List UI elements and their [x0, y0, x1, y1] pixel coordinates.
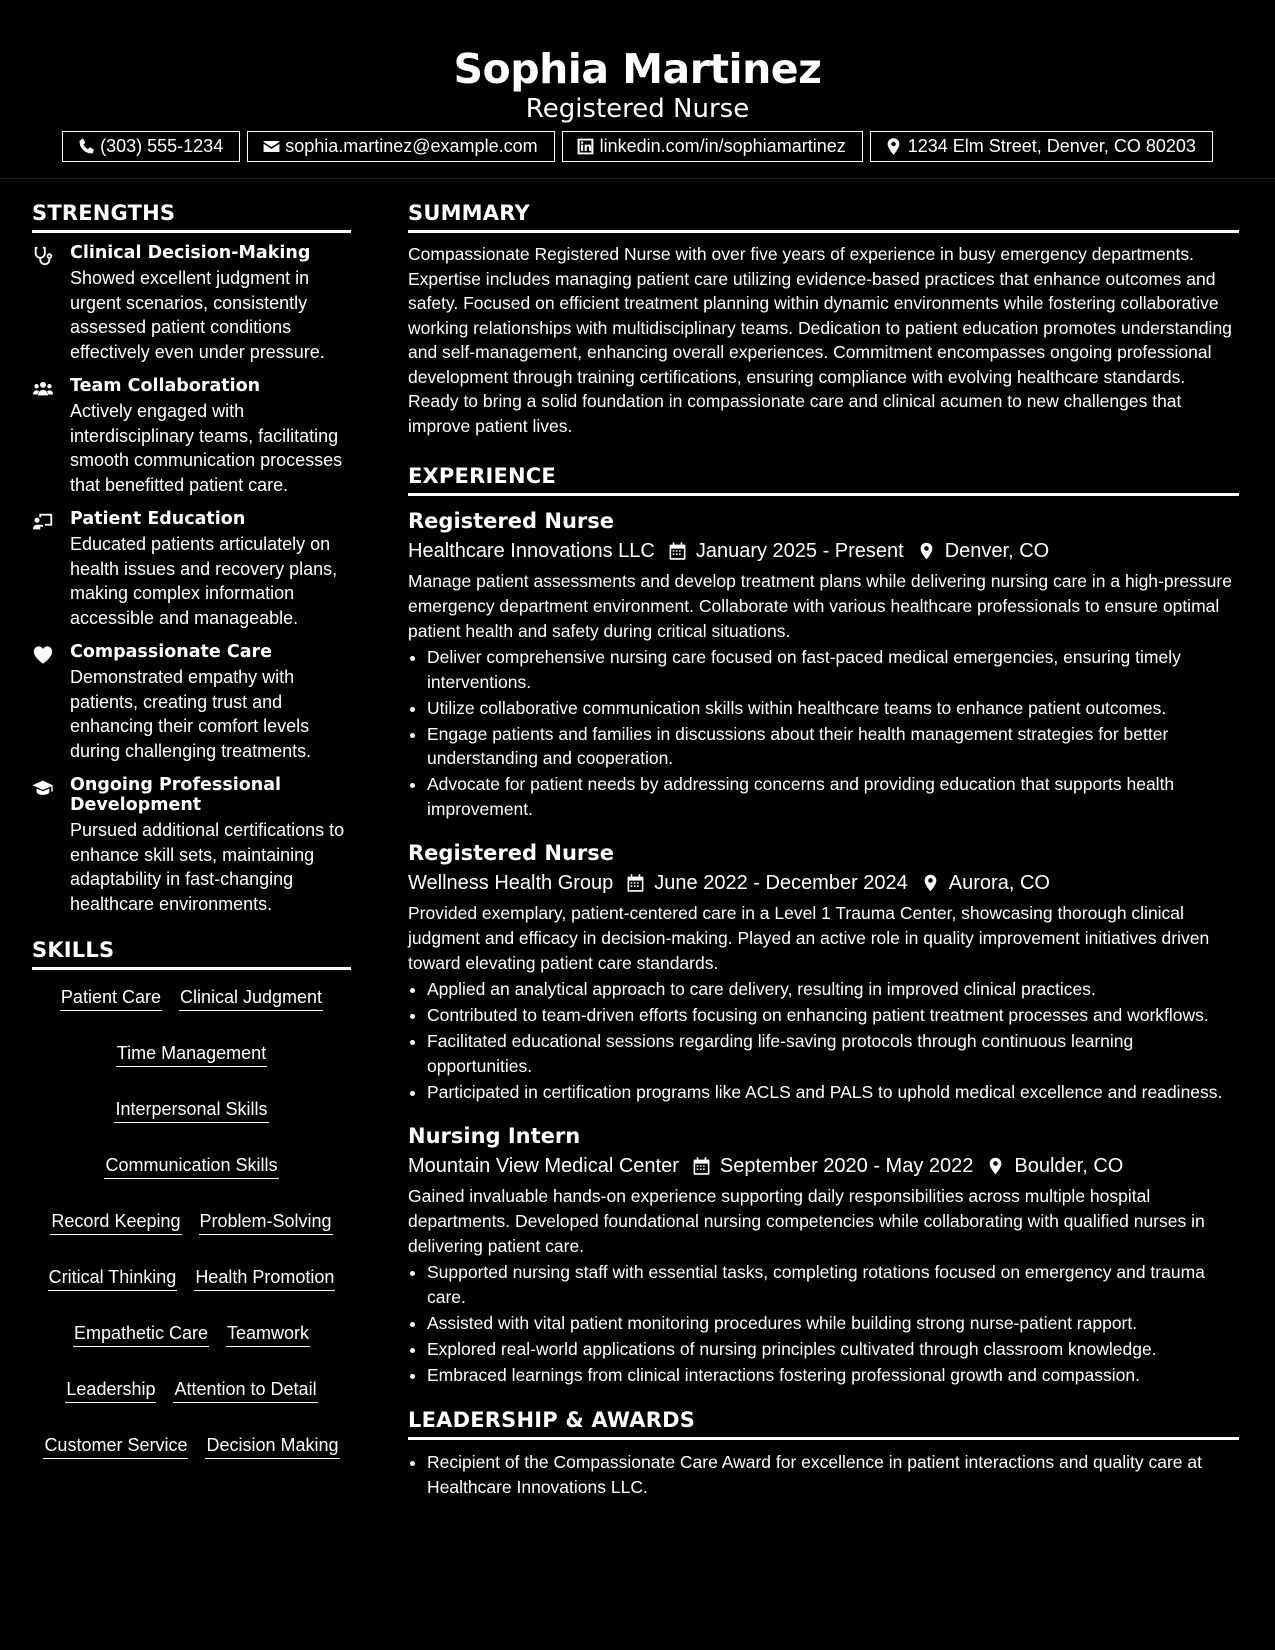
- skill-tag: Attention to Detail: [173, 1377, 317, 1403]
- skill-tag: Patient Care: [60, 985, 162, 1011]
- skill-tag: Time Management: [116, 1041, 267, 1067]
- contact-email-text: sophia.martinez@example.com: [285, 136, 538, 156]
- job-location: Aurora, CO: [948, 872, 1050, 894]
- strength-desc: Showed excellent judgment in urgent scenarios, consistently assessed patient conditions effectively even under pressure.: [70, 268, 325, 362]
- awards-list: [408, 1450, 1239, 1499]
- job-location: Boulder, CO: [1014, 1155, 1124, 1177]
- job-description: Provided exemplary, patient-centered care in a Level 1 Trauma Center, showcasing thorough clinical judgment and efficacy in decision-making. Played an active role in quality improvement initiatives driven toward elevating patient care standards.: [408, 903, 1210, 973]
- skill-tag: Health Promotion: [194, 1265, 335, 1291]
- strength-title: Patient Education: [70, 509, 246, 529]
- job-title: Registered Nurse: [408, 509, 614, 533]
- linkedin-icon: [576, 137, 596, 157]
- contact-phone-text: (303) 555-1234: [100, 136, 224, 156]
- strength-item: [32, 376, 351, 497]
- map-pin-icon: [917, 541, 936, 561]
- strength-title: Clinical Decision-Making: [70, 243, 311, 263]
- contact-row: [0, 131, 1275, 162]
- calendar-icon: [668, 541, 687, 561]
- job-title: Nursing Intern: [408, 1124, 581, 1148]
- contact-linkedin-text: linkedin.com/in/sophiamartinez: [599, 136, 846, 156]
- awards-heading: LEADERSHIP & AWARDS: [408, 1404, 1239, 1440]
- job-entry: [408, 506, 1239, 821]
- bullet-item: • Deliver comprehensive nursing care focused on fast-paced medical emergencies, ensuring timely interventions.: [427, 645, 1239, 694]
- bullet-item: • Advocate for patient needs by addressing concerns and providing education that supports health improvement.: [427, 772, 1239, 821]
- bullet-item: • Supported nursing staff with essential tasks, completing rotations focused on emergency and trauma care.: [427, 1260, 1239, 1309]
- contact-email[interactable]: [247, 131, 554, 162]
- summary-heading: SUMMARY: [408, 197, 1239, 233]
- strength-desc: Demonstrated empathy with patients, creating trust and enhancing their comfort levels during challenging treatments.: [70, 667, 312, 761]
- job-bullets: [408, 1260, 1239, 1387]
- job-company: Healthcare Innovations LLC: [408, 540, 655, 562]
- chalkboard-teacher-icon: [32, 509, 70, 630]
- job-description: Gained invaluable hands-on experience supporting daily responsibilities across multiple hospital departments. Developed foundational nursing competencies while collaborating with qualified nurses in delivering patient care.: [408, 1186, 1205, 1256]
- skills-heading: SKILLS: [32, 934, 351, 970]
- skill-tag: Decision Making: [205, 1433, 339, 1459]
- job-dates: January 2025 - Present: [695, 540, 904, 562]
- skill-tag: Critical Thinking: [48, 1265, 178, 1291]
- bullet-item: • Facilitated educational sessions regarding life-saving protocols through continuous learning opportunities.: [427, 1029, 1239, 1078]
- bullet-item: • Explored real-world applications of nursing principles cultivated through classroom knowledge.: [427, 1337, 1239, 1362]
- contact-address-text: 1234 Elm Street, Denver, CO 80203: [907, 136, 1196, 156]
- skill-tag: Interpersonal Skills: [114, 1097, 268, 1123]
- right-column: [408, 197, 1239, 1501]
- job-entry: [408, 1121, 1239, 1387]
- strength-desc: Pursued additional certifications to enhance skill sets, maintaining adaptability in fast-changing healthcare environments.: [70, 820, 345, 914]
- summary-text: Compassionate Registered Nurse with over five years of experience in busy emergency departments. Expertise includes managing patient care utilizing evidence-based practices that enhance outcomes and safety. Focused on efficient treatment planning within dynamic environments while fostering collaborative working relationships with multidisciplinary teams. Dedication to patient education promotes understanding and self-management, enhancing overall experiences. Commitment encompasses ongoing professional development through training certifications, ensuring compliance with evolving healthcare standards. Ready to bring a solid foundation in compassionate care and clinical acumen to new challenges that improve patient lives.: [408, 244, 1232, 436]
- strengths-heading: STRENGTHS: [32, 197, 351, 233]
- strength-item: [32, 642, 351, 763]
- bullet-item: • Engage patients and families in discussions about their health management strategies for better understanding and cooperation.: [427, 722, 1239, 771]
- resume-header: [0, 0, 1275, 179]
- map-pin-icon: [884, 137, 904, 157]
- skills-list: [32, 980, 351, 1459]
- strength-item: [32, 775, 351, 916]
- contact-linkedin[interactable]: [562, 131, 863, 162]
- strength-item: [32, 243, 351, 364]
- job-dates: June 2022 - December 2024: [654, 872, 908, 894]
- strength-desc: Actively engaged with interdisciplinary teams, facilitating smooth communication processes that benefitted patient care.: [70, 401, 343, 495]
- job-location: Denver, CO: [944, 540, 1050, 562]
- bullet-item: • Applied an analytical approach to care delivery, resulting in improved clinical practices.: [427, 977, 1239, 1002]
- bullet-item: • Embraced learnings from clinical interactions fostering professional growth and compassion.: [427, 1363, 1239, 1388]
- graduation-cap-icon: [32, 775, 70, 916]
- strength-item: [32, 509, 351, 630]
- bullet-item: • Utilize collaborative communication skills within healthcare teams to enhance patient outcomes.: [427, 696, 1239, 721]
- calendar-icon: [626, 873, 645, 893]
- job-company: Wellness Health Group: [408, 872, 614, 894]
- bullet-item: • Participated in certification programs like ACLS and PALS to uphold medical excellence and readiness.: [427, 1080, 1239, 1105]
- job-bullets: [408, 977, 1239, 1104]
- map-pin-icon: [921, 873, 940, 893]
- bullet-item: • Contributed to team-driven efforts focusing on enhancing patient treatment processes and workflows.: [427, 1003, 1239, 1028]
- strength-title: Ongoing Professional Development: [70, 775, 282, 815]
- map-pin-icon: [986, 1156, 1005, 1176]
- users-icon: [32, 376, 70, 497]
- skill-tag: Problem-Solving: [199, 1209, 333, 1235]
- award-item: • Recipient of the Compassionate Care Award for excellence in patient interactions and quality care at Healthcare Innovations LLC.: [427, 1450, 1239, 1499]
- strength-title: Compassionate Care: [70, 642, 273, 662]
- phone-icon: [76, 137, 96, 157]
- skill-tag: Leadership: [65, 1377, 156, 1403]
- calendar-icon: [692, 1156, 711, 1176]
- bullet-item: • Assisted with vital patient monitoring procedures while building strong nurse-patient rapport.: [427, 1311, 1239, 1336]
- skill-tag: Communication Skills: [104, 1153, 278, 1179]
- stethoscope-icon: [32, 243, 70, 364]
- skill-tag: Record Keeping: [50, 1209, 181, 1235]
- skill-tag: Empathetic Care: [73, 1321, 209, 1347]
- contact-phone[interactable]: [62, 131, 240, 162]
- skill-tag: Clinical Judgment: [179, 985, 323, 1011]
- job-meta: [408, 536, 1239, 566]
- envelope-icon: [261, 137, 281, 157]
- strength-title: Team Collaboration: [70, 376, 261, 396]
- job-dates: September 2020 - May 2022: [719, 1155, 974, 1177]
- job-description: Manage patient assessments and develop treatment plans while delivering nursing care in a high-pressure emergency department environment. Collaborate with various healthcare professionals to ensure optimal patient health and safety during critical situations.: [408, 571, 1232, 641]
- job-title: Registered Nurse: [408, 841, 614, 865]
- job-meta: [408, 868, 1239, 898]
- job-entry: [408, 838, 1239, 1104]
- heart-icon: [32, 642, 70, 763]
- skill-tag: Teamwork: [226, 1321, 310, 1347]
- candidate-name: Sophia Martinez: [453, 45, 822, 93]
- contact-address[interactable]: [870, 131, 1213, 162]
- candidate-title: Registered Nurse: [525, 94, 750, 124]
- strength-desc: Educated patients articulately on health issues and recovery plans, making complex information accessible and manageable.: [70, 534, 338, 628]
- skill-tag: Customer Service: [43, 1433, 188, 1459]
- left-column: [32, 197, 351, 1459]
- job-bullets: [408, 645, 1239, 821]
- job-company: Mountain View Medical Center: [408, 1155, 679, 1177]
- experience-heading: EXPERIENCE: [408, 460, 1239, 496]
- job-meta: [408, 1151, 1239, 1181]
